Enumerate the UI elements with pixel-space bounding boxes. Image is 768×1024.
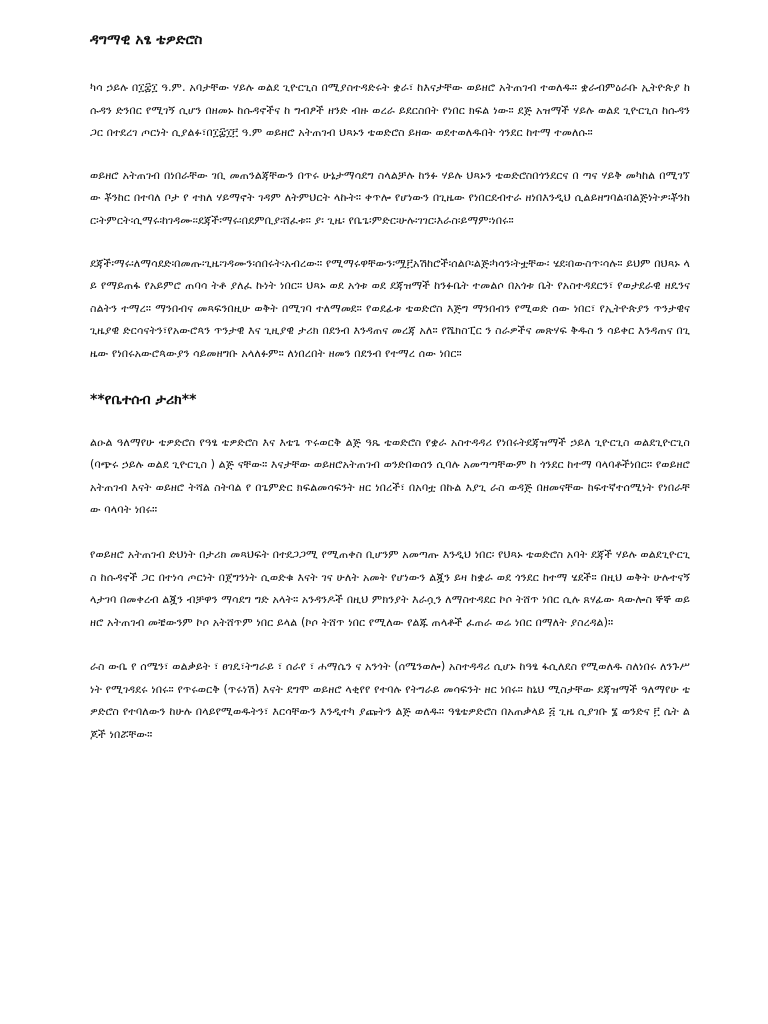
paragraph-education: ወይዘሮ አትጠገብ በነበራቸው ገቢ መጠንልጃቸውን በጥሩ ሁኔታማሳደግ ስላልቻሉ ከንፉ ሃይሉ ህጻኑን ቴወድሮስበጎንደርና በ ጣና ሃይቅ መካከል በሚገኘው ቾንከር በተባለ ቦታ የ ተክለ ሃይማኖት ገዳም ለትምህርት ላኩት። ቀጥሎ የሆነውን በጊዜው የነበርደብተራ ዘነበእንዲህ ሲልይዘግባል፡በልጅነትዎ፡ቾንከር፡ትምርት፡ሲማሩ፡ከገዳሙ፡፡ደጃች፡ማሩ፡በደምቢያ፡ሸፈቱ። ያ፡ ጊዜ፡ የቤጌ፡ምድር፡ሁሉ፡ገገር፡እራስ፡ይማም፡ነበሩ።	[90, 168, 690, 227]
paragraph-mother-poverty: የወይዘሮ አትጠገብ ድህነት በታሪክ መጻህፍት በተደጋጋሚ የሚጠቀስ ቢሆንም አመጣጡ እንዲህ ነበር፡ የህጻኑ ቴወድሮስ አባት ደጃች ሃይሉ ወልደጊዮርጊስ ከሱዳኖች ጋር በተነሳ ጦርነት በጀግንነት ሲወድቁ እናት ገና ሁለት አመት የሆነውን ልጇን ይዛ ከቋራ ወደ ጎንደር ከተማ ሄደች። በዚህ ወቅት ሁሉተናኝ ላታገባ በመቀረብ ልጇን ብቻዋን ማሳደግ ግድ አላት። አንዳንዶች በዚህ ምክንያት እራሷን ለማስተዳደር ኮሶ ትሸጥ ነበር ሲሉ ጸሃፊው ጳውሎስ ኞኞ ወይዘሮ አትጠገብ መቼውንም ኮሶ አትሸጥም ነበር ይላል (ኮሶ ትሸጥ ነበር የሚለው የልጁ ጠላቶች ፈጠራ ወሬ ነበር በማለት ያስረዳል)።	[90, 547, 690, 629]
paragraph-marriage: ራስ ውቤ የ ሰሜን፣ ወልቃይት ፣ ፀገዴ፣ትግራይ ፣ ሰራየ ፣ ሐማሴን ና አንጎት (ሰሜንወሎ) አስተዳዳሪ ሲሆኑ ከዓፄ ፋሲለደስ የሚወለዱ ስለነበሩ ለንጉሥነት የሚገዳደሩ ነበሩ። የጥሩወርቅ (ጥሩነሽ) እናት ደግሞ ወይዘሮ ላቂየየ የተባሉ የትግራይ መሳፍንት ዘር ነበሩ። ከኒህ ሚስታቸው ደጃዝማች ዓለማየሁ ቴዎድሮስ የተባለውን ከሁሉ በላይየሚወዱትን፣ እርሳቸውን እንዲተካ ያጩትን ልጅ ወለዱ። ዓፄቴዎድሮስ በአጠቃላይ ፭ ጊዜ ሲያገቡ ፮ ወንድና ፫ ሴት ልጆች ነበሯቸው።	[90, 660, 690, 742]
paragraph-parents: ልዑል ዓለማየሁ ቴዎድሮስ የዓፄ ቴዎድሮስ እና እቴጌ ጥሩወርቅ ልጅ ዓጼ ቴወድሮስ የቋራ አስተዳዳሪ የነበሩትደጃዝማች ኃይለ ጊዮርጊስ ወልደጊዮርጊስ (ባጭሩ ኃይሉ ወልደ ጊዮርጊስ ) ልጅ ናቸው። እናታቸው ወይዘሮአትጠገብ ወንድበወሰን ሲባሉ አመጣጣቸውም ከ ጎንደር ከተማ ባላባቶችነበር። የወይዘሮ አትጠገብ እናት ወይዘሮ ትሻል ስትባል የ በጌምድር ክፍልመሳፍንት ዘር ነበረች፣ በአባቷ በኩል እያጊ ራስ ወዳጅ በዘመናቸው ከፍተኛተሰሚነት የነበራቸው ባላባት ነበሩ።	[90, 435, 690, 517]
section-heading-family-history: **የቤተሰብ ታሪክ**	[90, 391, 197, 408]
paragraph-learning: ደጃች፡ማሩ፡ለማሳደድ፡በመጡ፡ጊዜ፡ገዳሙን፡ሰበሩት፡አብረው። የሚማሩዋቸውን፡ሟ፫አሽከሮች፡ሰልቦ፡ልጅ፡ካሳን፡ትቷቸው፡ ሄደ፡በውስጥ፡ሳሉ። ይህም በህጻኑ ላይ የማይጠፋ የአይምሮ ጠባሳ ትቶ ያለፈ ኩነት ነበር። ህጻኑ ወደ አጎቱ ወደ ደጃዝማች ከንፉቤት ተመልሶ በአጎቱ ቤት የአስተዳደርን፣ የወታደራዊ ዘዴንና ስልትን ተማረ። ማንበብና መጻፍንበዚሁ ወቅት በሚገባ ተለማመደ። የወደፊቱ ቴወድሮስ እጅግ ማንበብን የሚወድ ሰው ነበር፣ የኢትዮጵያን ጥንታዊና ጊዜያዊ ድርሳናትን፣የአውሮጳን ጥንታዊ እና ጊዚያዊ ታሪክ በደንብ እንዳጠና መረጃ አለ። የሼክስፒር ን ስራዎችና መጽሃፍ ቅዱስ ን ሳይቀር እንዳጠና በጊዜው የነበሩአውሮጳውያን ሳይመዘግቡ አላለፉም። ለነበረበት ዘመን በደንብ የተማረ ሰው ነበር።	[90, 256, 690, 360]
document-title: ዳግማዊ አፄ ቴዎድሮስ	[90, 32, 203, 48]
document-page	[90, 0, 690, 747]
paragraph-birth: ካሳ ኃይሉ በ፲፰፲ ዓ.ም. አባታቸው ሃይሉ ወልደ ጊዮርጊስ በሚያስተዳድሩት ቋራ፣ ከእናታቸው ወይዘሮ አትጠገብ ተወለዱ። ቋራብምዕራቡ ኢትዮጵያ ከሱዳን ድንበር የሚገኝ ሲሆን በዘመኑ ከሱዳኖችና ከ ግብፆች ዘንድ ብዙ ወረራ ይደርስበት የነበር ክፍል ነው። ደጅ አዝማች ሃይሉ ወልደ ጊዮርጊስ ከሱዳን ጋር በተደረገ ጦርነት ሲያልፉ፣በ፲፰፲፫ ዓ.ም ወይዘሮ አትጠገብ ህጻኑን ቴወድሮስ ይዘው ወደተወለዱበት ጎንደር ከተማ ተመለሱ።	[90, 81, 690, 140]
